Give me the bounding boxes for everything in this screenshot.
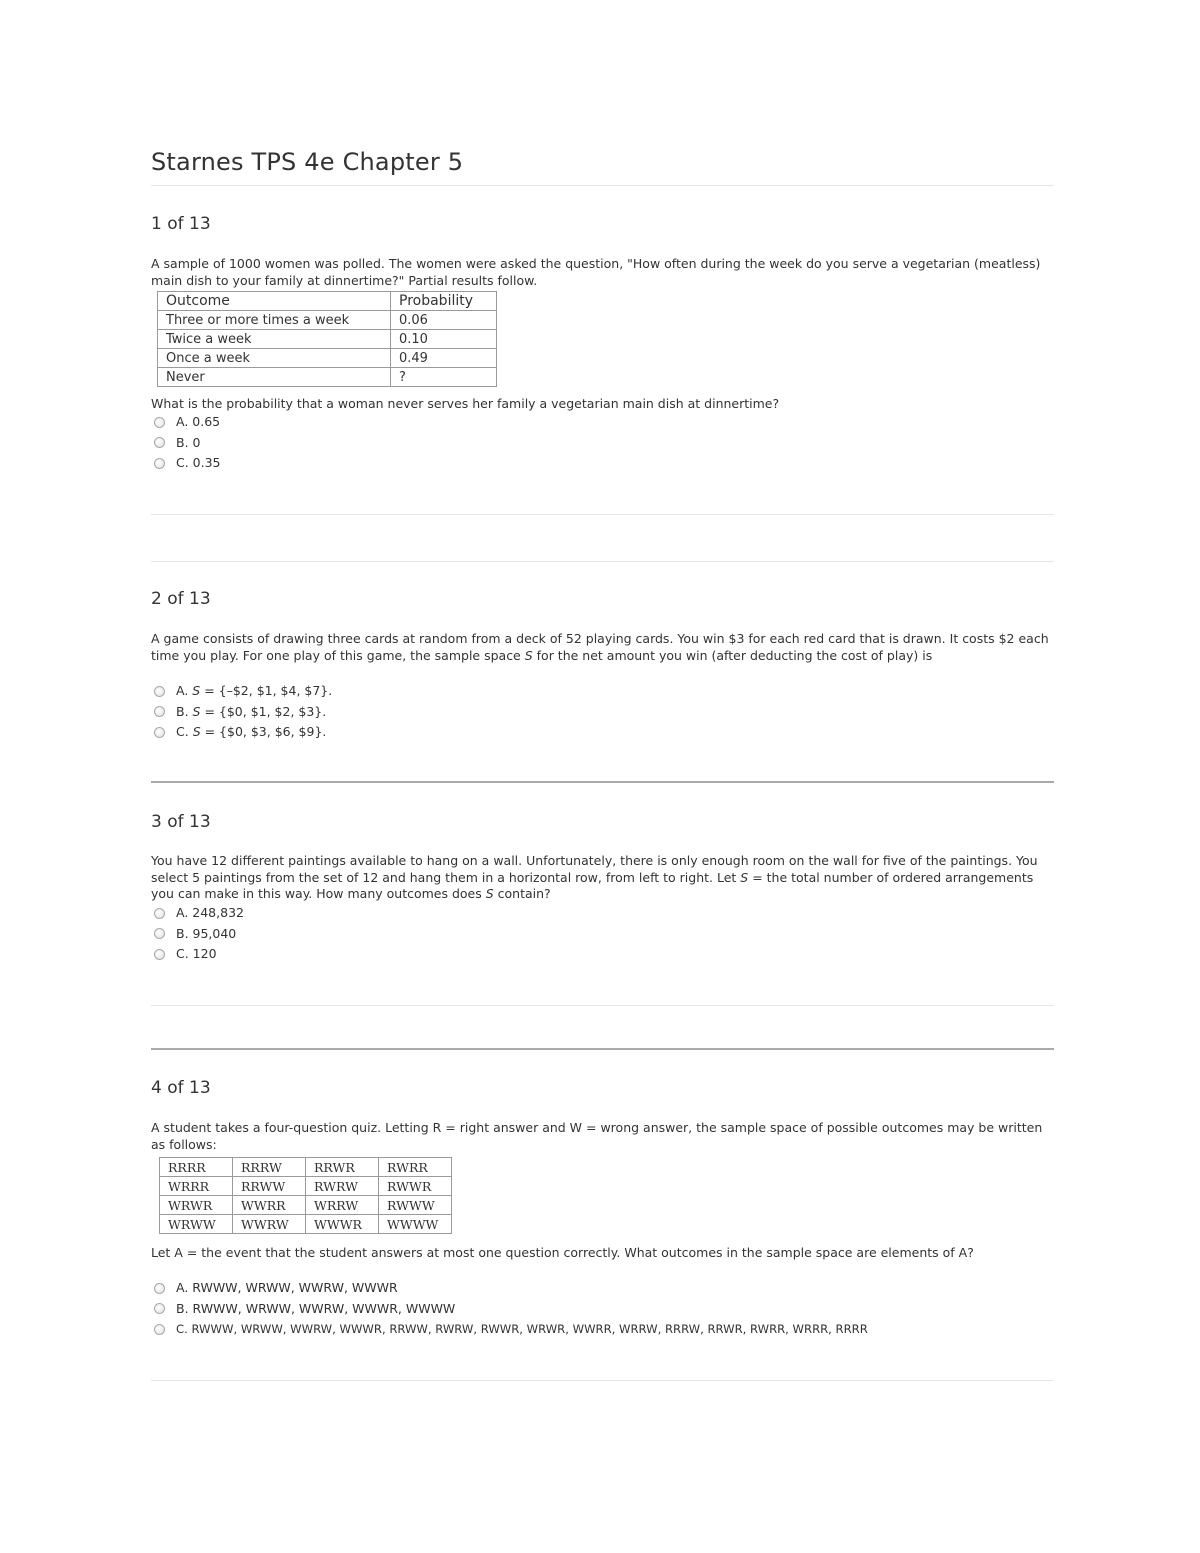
table-cell: Once a week (158, 349, 391, 368)
choice-label: B. S = {$0, $1, $2, $3}. (176, 703, 327, 719)
page-title: Starnes TPS 4e Chapter 5 (151, 148, 464, 176)
table-cell: RRRR (160, 1158, 233, 1177)
choice-label: A. 0.65 (176, 414, 221, 430)
question-1-choices (154, 412, 221, 474)
table-row (158, 311, 497, 330)
radio-button[interactable] (154, 706, 165, 717)
radio-button[interactable] (154, 1324, 165, 1335)
table-cell: WWWW (379, 1215, 452, 1234)
choice-label: C. 0.35 (176, 455, 221, 471)
choice-option[interactable] (154, 903, 244, 924)
table-row (160, 1177, 452, 1196)
table-header-row (158, 292, 497, 311)
choice-label: A. S = {–$2, $1, $4, $7}. (176, 683, 333, 699)
table-row (158, 349, 497, 368)
question-4-number: 4 of 13 (151, 1078, 211, 1098)
choice-option[interactable] (154, 453, 221, 474)
prompt-text: for the net amount you win (after deducting the cost of play) is (532, 647, 933, 663)
question-4-prompt: A student takes a four-question quiz. Letting R = right answer and W = wrong answer, the sample space of possible outcomes may be written as follows: (151, 1120, 1043, 1152)
table-cell: 0.49 (391, 349, 497, 368)
table-cell: RWRR (379, 1158, 452, 1177)
variable-s: S (524, 647, 533, 663)
question-3-choices (154, 903, 244, 965)
question-3-prompt: You have 12 different paintings available to hang on a wall. Unfortunately, there is only enough room on the wall for five of the paintings. You select 5 paintings from the set of 12 and hang them in a horizontal row, from left to right. Let S = the total number of ordered arrangements you can make in this way. How many outcomes does S contain? (151, 853, 1038, 901)
table-row (158, 330, 497, 349)
radio-button[interactable] (154, 1283, 165, 1294)
table-cell: ? (391, 368, 497, 387)
choice-option[interactable] (154, 924, 244, 945)
question-1-number: 1 of 13 (151, 214, 211, 234)
question-2-choices (154, 681, 332, 743)
divider (151, 1005, 1054, 1006)
table-cell: WRWR (160, 1196, 233, 1215)
radio-button[interactable] (154, 727, 165, 738)
choice-label: A. RWWW, WRWW, WWRW, WWWR (176, 1280, 398, 1296)
table-cell: WRWW (160, 1215, 233, 1234)
choice-option[interactable] (154, 1299, 868, 1320)
table-header-probability: Probability (391, 292, 497, 311)
table-cell: WWRR (233, 1196, 306, 1215)
table-cell: WRRW (306, 1196, 379, 1215)
divider (151, 1048, 1054, 1050)
table-row (160, 1215, 452, 1234)
table-cell: Never (158, 368, 391, 387)
radio-button[interactable] (154, 949, 165, 960)
choice-label: C. RWWW, WRWW, WWRW, WWWR, RRWW, RWRW, RWWR, WRWR, WWRR, WRRW, RRRW, RRWR, RWRR, WRRR, RRRR (176, 1322, 868, 1337)
table-cell: RWRW (306, 1177, 379, 1196)
table-cell: Three or more times a week (158, 311, 391, 330)
radio-button[interactable] (154, 1303, 165, 1314)
prompt-text: A game consists of drawing three cards at random from a deck of 52 playing cards. You win $3 for each red card that is drawn. It costs $2 each time you play. For one play of this game, the sample space (151, 631, 1049, 663)
sample-space-table (159, 1157, 452, 1234)
choice-label: C. S = {$0, $3, $6, $9}. (176, 724, 327, 740)
radio-button[interactable] (154, 437, 165, 448)
question-4-choices (154, 1278, 868, 1340)
table-cell: WWRW (233, 1215, 306, 1234)
question-4-question: Let A = the event that the student answers at most one question correctly. What outcomes in the sample space are elements of A? (151, 1245, 974, 1260)
choice-option[interactable] (154, 412, 221, 433)
choice-option[interactable] (154, 681, 332, 702)
table-cell: RRRW (233, 1158, 306, 1177)
question-2-prompt (151, 631, 1051, 664)
choice-label: B. 0 (176, 434, 201, 450)
choice-option[interactable] (154, 433, 221, 454)
table-cell: WWWR (306, 1215, 379, 1234)
table-cell: 0.06 (391, 311, 497, 330)
question-2-number: 2 of 13 (151, 589, 211, 609)
choice-option[interactable] (154, 944, 244, 965)
probability-table (157, 291, 497, 387)
radio-button[interactable] (154, 686, 165, 697)
choice-label: B. RWWW, WRWW, WWRW, WWWR, WWWW (176, 1300, 456, 1316)
choice-label: B. 95,040 (176, 925, 237, 941)
divider (151, 514, 1054, 515)
table-cell: RRWR (306, 1158, 379, 1177)
table-cell: RRWW (233, 1177, 306, 1196)
table-cell: Twice a week (158, 330, 391, 349)
choice-label: C. 120 (176, 946, 217, 962)
question-1-question: What is the probability that a woman never serves her family a vegetarian main dish at dinnertime? (151, 396, 780, 411)
table-row (158, 368, 497, 387)
radio-button[interactable] (154, 908, 165, 919)
choice-label: A. 248,832 (176, 905, 244, 921)
choice-option[interactable] (154, 722, 332, 743)
divider (151, 561, 1054, 562)
question-3-number: 3 of 13 (151, 812, 211, 832)
radio-button[interactable] (154, 928, 165, 939)
divider (151, 781, 1054, 783)
divider (151, 185, 1054, 186)
table-header-outcome: Outcome (158, 292, 391, 311)
table-row (160, 1196, 452, 1215)
choice-option[interactable] (154, 1278, 868, 1299)
choice-option[interactable] (154, 1319, 868, 1340)
table-row (160, 1158, 452, 1177)
divider (151, 1380, 1054, 1381)
table-cell: RWWW (379, 1196, 452, 1215)
question-1-prompt: A sample of 1000 women was polled. The women were asked the question, "How often during the week do you serve a vegetarian (meatless) main dish to your family at dinnertime?" Partial results follow. (151, 256, 1041, 288)
radio-button[interactable] (154, 458, 165, 469)
table-cell: RWWR (379, 1177, 452, 1196)
table-cell: WRRR (160, 1177, 233, 1196)
radio-button[interactable] (154, 417, 165, 428)
choice-option[interactable] (154, 702, 332, 723)
table-cell: 0.10 (391, 330, 497, 349)
